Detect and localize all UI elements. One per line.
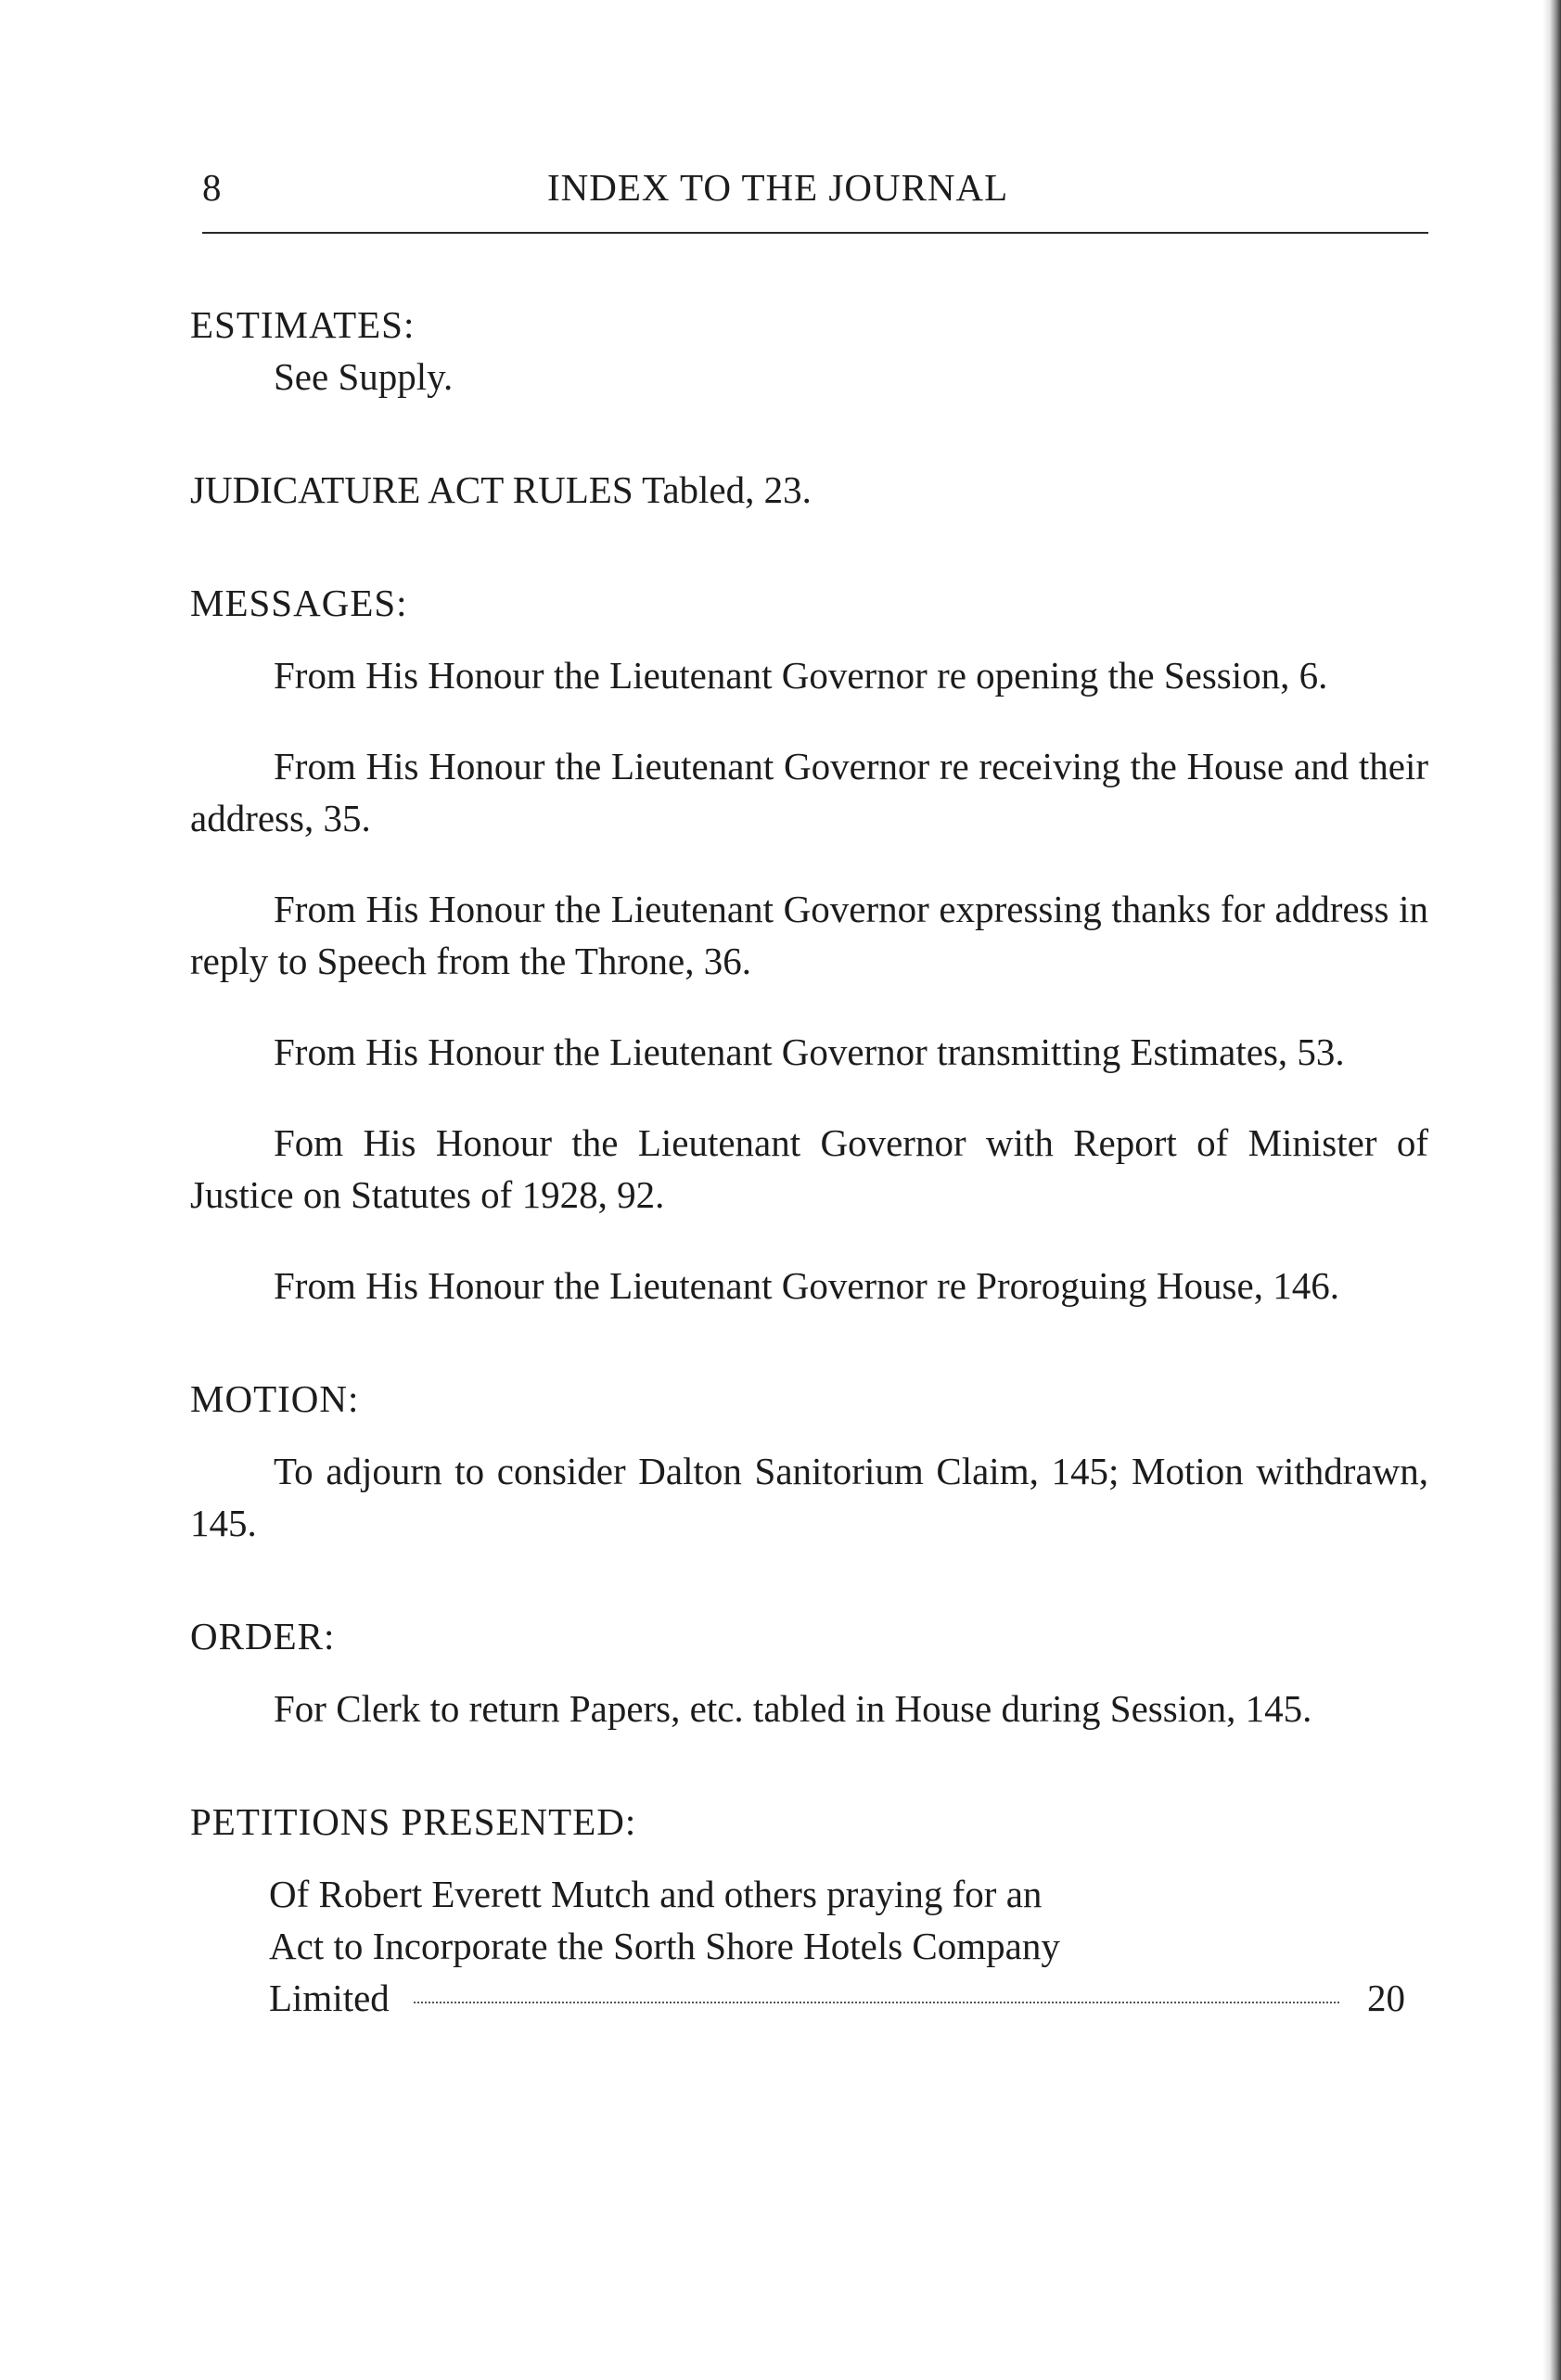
message-entry: Fom His Honour the Lieutenant Governor with Report of Minister of Justice on Statutes of 1928, 92. — [190, 1121, 1428, 1216]
messages-heading: MESSAGES: — [190, 582, 408, 624]
running-title: INDEX TO THE JOURNAL — [547, 166, 1009, 209]
dot-leader — [414, 2002, 1339, 2003]
index-body — [190, 299, 1428, 2024]
motion-entry: To adjourn to consider Dalton Sanitorium Claim, 145; Motion withdrawn, 145. — [190, 1450, 1428, 1544]
estimates-heading: ESTIMATES: — [190, 303, 416, 346]
page-header — [202, 165, 1428, 217]
message-entry: From His Honour the Lieutenant Governor re opening the Session, 6. — [274, 654, 1328, 697]
estimates-see-also: See Supply. — [274, 355, 454, 398]
order-heading: ORDER: — [190, 1615, 336, 1657]
petition-leader-row — [269, 1972, 1405, 2024]
order-entry: For Clerk to return Papers, etc. tabled in House during Session, 145. — [274, 1687, 1312, 1730]
message-entry: From His Honour the Lieutenant Governor transmitting Estimates, 53. — [274, 1030, 1345, 1073]
message-entry: From His Honour the Lieutenant Governor expressing thanks for address in reply to Speech from the Throne, 36. — [190, 888, 1428, 982]
petition-line: Act to Incorporate the Sorth Shore Hotels Company — [269, 1925, 1060, 1967]
petition-entry — [190, 1868, 1405, 2024]
petitions-heading: PETITIONS PRESENTED: — [190, 1800, 637, 1843]
page-number: 8 — [202, 166, 223, 209]
page-edge-shadow — [1542, 0, 1561, 2380]
message-entry: From His Honour the Lieutenant Governor re Proroguing House, 146. — [274, 1264, 1339, 1307]
petition-line: Of Robert Everett Mutch and others praying for an — [269, 1873, 1043, 1915]
message-entry: From His Honour the Lieutenant Governor re receiving the House and their address, 35. — [190, 745, 1428, 839]
petition-page-number: 20 — [1367, 1977, 1405, 2019]
motion-heading: MOTION: — [190, 1377, 360, 1420]
judicature-entry: JUDICATURE ACT RULES Tabled, 23. — [190, 468, 812, 511]
header-rule — [202, 232, 1428, 234]
petition-last-line: Limited — [269, 1977, 390, 2019]
